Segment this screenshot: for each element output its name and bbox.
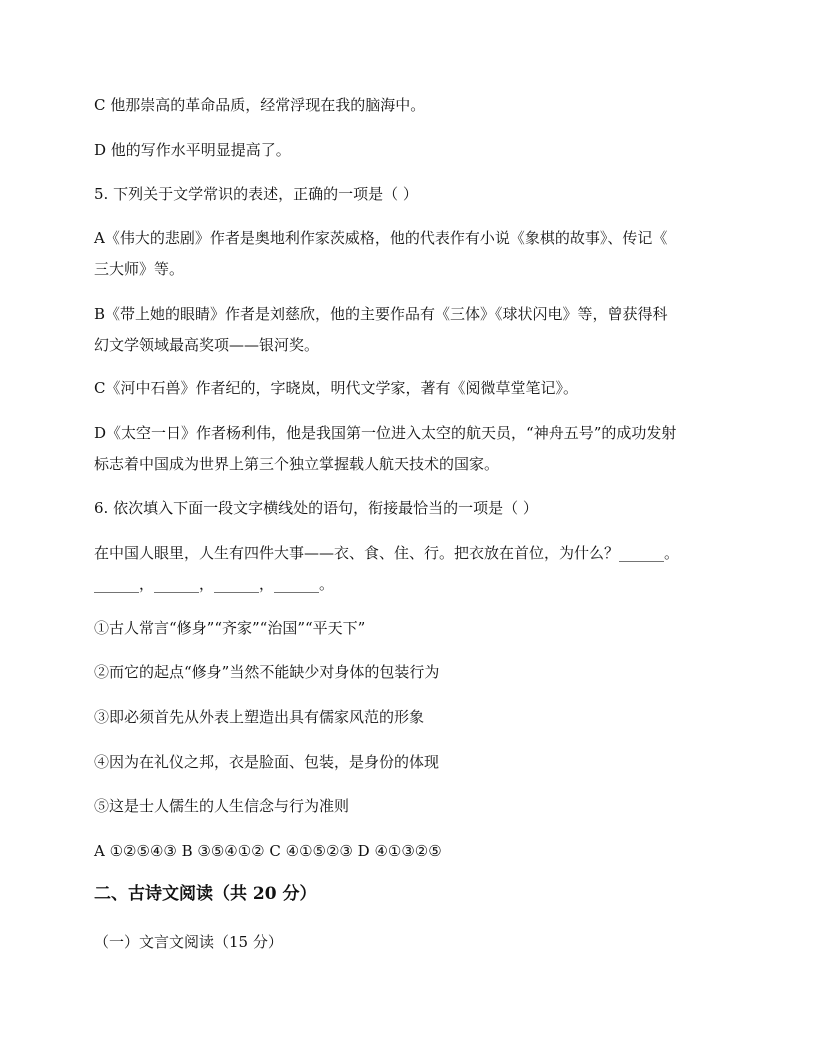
q5-option-d-line1: D《太空一日》作者杨利伟，他是我国第一位进入太空的航天员，“神舟五号”的成功发射 bbox=[94, 424, 677, 442]
q6-stem: 6. 依次填入下面一段文字横线处的语句，衔接最恰当的一项是（ ） bbox=[94, 499, 538, 517]
q5-option-c: C《河中石兽》作者纪的，字晓岚，明代文学家，著有《阅微草堂笔记》。 bbox=[94, 379, 578, 397]
q5-option-a-line2: 三大师》等。 bbox=[94, 260, 185, 278]
q5-option-b-line2: 幻文学领域最高奖项——银河奖。 bbox=[94, 336, 320, 354]
q5-option-b-line1: B《带上她的眼睛》作者是刘慈欣，他的主要作品有《三体》《球状闪电》等，曾获得科 bbox=[94, 305, 668, 323]
q6-item-4: ④因为在礼仪之邦，衣是脸面、包装，是身份的体现 bbox=[94, 753, 440, 771]
q6-passage-line2: ______，______，______，______。 bbox=[94, 575, 335, 593]
q6-item-3: ③即必须首先从外表上塑造出具有儒家风范的形象 bbox=[94, 708, 425, 726]
q6-item-5: ⑤这是士人儒生的人生信念与行为准则 bbox=[94, 797, 350, 815]
q4-option-c: C 他那崇高的革命品质，经常浮现在我的脑海中。 bbox=[94, 96, 426, 114]
q6-item-1: ①古人常言“修身”“齐家”“治国”“平天下” bbox=[94, 619, 366, 637]
q4-option-d: D 他的写作水平明显提高了。 bbox=[94, 141, 291, 159]
q6-passage-line1: 在中国人眼里，人生有四件大事——衣、食、住、行。把衣放在首位，为什么？______。 bbox=[94, 544, 680, 562]
q6-item-2: ②而它的起点“修身”当然不能缺少对身体的包装行为 bbox=[94, 663, 440, 681]
q6-choices: A ①②⑤④③ B ③⑤④①② C ④①⑤②③ D ④①③②⑤ bbox=[94, 842, 442, 860]
q5-option-d-line2: 标志着中国成为世界上第三个独立掌握载人航天技术的国家。 bbox=[94, 455, 500, 473]
q5-stem: 5. 下列关于文学常识的表述，正确的一项是（ ） bbox=[94, 185, 418, 203]
q5-option-a-line1: A《伟大的悲剧》作者是奥地利作家茨威格，他的代表作有小说《象棋的故事》、传记《 bbox=[94, 229, 668, 247]
section-title: 二、古诗文阅读（共 20 分） bbox=[94, 884, 317, 904]
subsection-title: （一）文言文阅读（15 分） bbox=[94, 933, 283, 951]
